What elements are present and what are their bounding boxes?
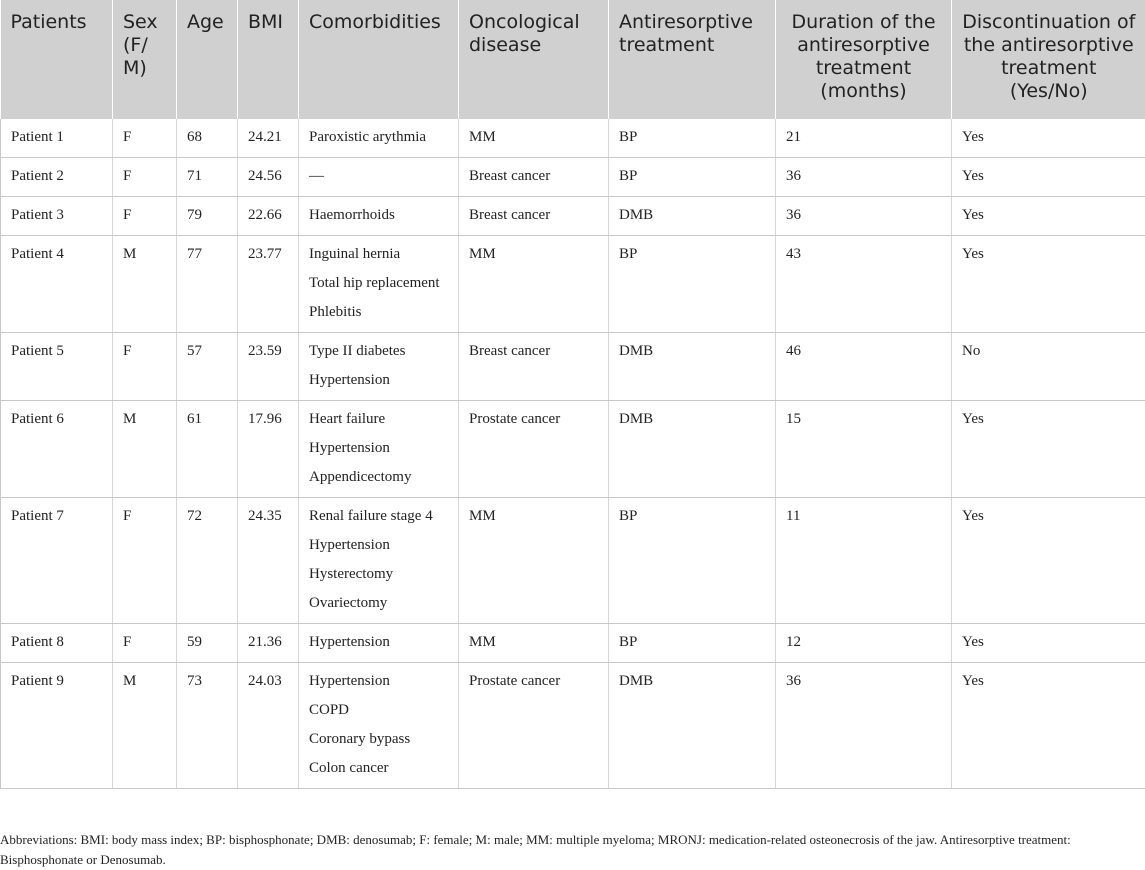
- comorbidity-item: Ovariectomy: [309, 589, 448, 618]
- comorbidities-cell: [299, 333, 459, 401]
- header-discontinuation: Discontinuation of the antiresorptive treatment (Yes/No): [952, 0, 1145, 119]
- discontinuation-cell: Yes: [952, 197, 1145, 236]
- sex-cell: M: [113, 236, 177, 333]
- duration-cell: 36: [776, 663, 952, 789]
- sex-cell: F: [113, 498, 177, 624]
- oncological-disease-cell: MM: [459, 236, 609, 333]
- header-sex: Sex (F/ M): [113, 0, 177, 119]
- sex-cell: M: [113, 401, 177, 498]
- treatment-cell: BP: [609, 624, 776, 663]
- oncological-disease-cell: Prostate cancer: [459, 401, 609, 498]
- comorbidities-cell: [299, 624, 459, 663]
- comorbidity-item: Phlebitis: [309, 298, 448, 327]
- oncological-disease-cell: MM: [459, 624, 609, 663]
- comorbidities-cell: [299, 663, 459, 789]
- age-cell: 71: [177, 158, 238, 197]
- header-oncological-disease: Oncological disease: [459, 0, 609, 119]
- bmi-cell: 17.96: [238, 401, 299, 498]
- age-cell: 72: [177, 498, 238, 624]
- comorbidity-item: Inguinal hernia: [309, 240, 448, 269]
- sex-cell: M: [113, 663, 177, 789]
- duration-cell: 43: [776, 236, 952, 333]
- duration-cell: 12: [776, 624, 952, 663]
- comorbidity-item: Appendicectomy: [309, 463, 448, 492]
- duration-cell: 15: [776, 401, 952, 498]
- discontinuation-cell: Yes: [952, 158, 1145, 197]
- oncological-disease-cell: Breast cancer: [459, 158, 609, 197]
- duration-cell: 46: [776, 333, 952, 401]
- treatment-cell: BP: [609, 498, 776, 624]
- comorbidity-item: —: [309, 162, 448, 191]
- bmi-cell: 22.66: [238, 197, 299, 236]
- comorbidity-item: Total hip replacement: [309, 269, 448, 298]
- treatment-cell: DMB: [609, 663, 776, 789]
- oncological-disease-cell: MM: [459, 119, 609, 158]
- comorbidities-cell: [299, 401, 459, 498]
- age-cell: 61: [177, 401, 238, 498]
- comorbidity-item: Heart failure: [309, 405, 448, 434]
- discontinuation-cell: Yes: [952, 624, 1145, 663]
- bmi-cell: 23.59: [238, 333, 299, 401]
- sex-cell: F: [113, 119, 177, 158]
- bmi-cell: 24.03: [238, 663, 299, 789]
- comorbidities-cell: [299, 498, 459, 624]
- table-row: [1, 333, 1145, 401]
- treatment-cell: BP: [609, 236, 776, 333]
- sex-cell: F: [113, 197, 177, 236]
- discontinuation-cell: Yes: [952, 401, 1145, 498]
- comorbidity-item: Haemorrhoids: [309, 201, 448, 230]
- duration-cell: 36: [776, 158, 952, 197]
- oncological-disease-cell: Breast cancer: [459, 197, 609, 236]
- comorbidity-item: Hypertension: [309, 667, 448, 696]
- table-row: [1, 158, 1145, 197]
- comorbidity-item: COPD: [309, 696, 448, 725]
- comorbidities-cell: [299, 197, 459, 236]
- sex-cell: F: [113, 333, 177, 401]
- table-row: [1, 236, 1145, 333]
- treatment-cell: DMB: [609, 333, 776, 401]
- table-row: [1, 197, 1145, 236]
- sex-cell: F: [113, 624, 177, 663]
- table-body: [1, 119, 1145, 789]
- patient-cell: Patient 2: [1, 158, 113, 197]
- header-antiresorptive-treatment: Antiresorptive treatment: [609, 0, 776, 119]
- comorbidities-cell: [299, 158, 459, 197]
- age-cell: 73: [177, 663, 238, 789]
- header-patients: Patients: [1, 0, 113, 119]
- duration-cell: 36: [776, 197, 952, 236]
- oncological-disease-cell: MM: [459, 498, 609, 624]
- sex-cell: F: [113, 158, 177, 197]
- discontinuation-cell: Yes: [952, 498, 1145, 624]
- comorbidity-item: Hypertension: [309, 434, 448, 463]
- table-footnote: Abbreviations: BMI: body mass index; BP: bisphosphonate; DMB: denosumab; F: female; M: male; MM: multiple myeloma; MRONJ: medication-related osteonecrosis of the jaw. Antiresorptive treatment: Bisphosphonate or Denosumab.: [0, 830, 1140, 870]
- comorbidities-cell: [299, 236, 459, 333]
- age-cell: 77: [177, 236, 238, 333]
- treatment-cell: DMB: [609, 197, 776, 236]
- header-bmi: BMI: [238, 0, 299, 119]
- discontinuation-cell: Yes: [952, 663, 1145, 789]
- header-duration: Duration of the antiresorptive treatment (months): [776, 0, 952, 119]
- table-row: [1, 119, 1145, 158]
- comorbidity-item: Renal failure stage 4: [309, 502, 448, 531]
- patient-cell: Patient 3: [1, 197, 113, 236]
- age-cell: 59: [177, 624, 238, 663]
- bmi-cell: 21.36: [238, 624, 299, 663]
- patient-cell: Patient 7: [1, 498, 113, 624]
- age-cell: 57: [177, 333, 238, 401]
- discontinuation-cell: No: [952, 333, 1145, 401]
- table-row: [1, 663, 1145, 789]
- patient-cell: Patient 1: [1, 119, 113, 158]
- duration-cell: 21: [776, 119, 952, 158]
- treatment-cell: DMB: [609, 401, 776, 498]
- oncological-disease-cell: Prostate cancer: [459, 663, 609, 789]
- comorbidity-item: Hysterectomy: [309, 560, 448, 589]
- comorbidity-item: Hypertension: [309, 366, 448, 395]
- table-row: [1, 401, 1145, 498]
- duration-cell: 11: [776, 498, 952, 624]
- table-row: [1, 624, 1145, 663]
- comorbidity-item: Hypertension: [309, 628, 448, 657]
- patient-cell: Patient 9: [1, 663, 113, 789]
- patient-cell: Patient 8: [1, 624, 113, 663]
- bmi-cell: 24.35: [238, 498, 299, 624]
- age-cell: 79: [177, 197, 238, 236]
- discontinuation-cell: Yes: [952, 119, 1145, 158]
- patient-cell: Patient 4: [1, 236, 113, 333]
- treatment-cell: BP: [609, 119, 776, 158]
- table-row: [1, 498, 1145, 624]
- comorbidities-cell: [299, 119, 459, 158]
- comorbidity-item: Hypertension: [309, 531, 448, 560]
- comorbidity-item: Coronary bypass: [309, 725, 448, 754]
- treatment-cell: BP: [609, 158, 776, 197]
- comorbidity-item: Colon cancer: [309, 754, 448, 783]
- comorbidity-item: Paroxistic arythmia: [309, 123, 448, 152]
- bmi-cell: 24.56: [238, 158, 299, 197]
- header-age: Age: [177, 0, 238, 119]
- oncological-disease-cell: Breast cancer: [459, 333, 609, 401]
- table-header-row: [1, 0, 1145, 119]
- bmi-cell: 23.77: [238, 236, 299, 333]
- patient-cell: Patient 6: [1, 401, 113, 498]
- header-comorbidities: Comorbidities: [299, 0, 459, 119]
- age-cell: 68: [177, 119, 238, 158]
- patient-cell: Patient 5: [1, 333, 113, 401]
- discontinuation-cell: Yes: [952, 236, 1145, 333]
- bmi-cell: 24.21: [238, 119, 299, 158]
- comorbidity-item: Type II diabetes: [309, 337, 448, 366]
